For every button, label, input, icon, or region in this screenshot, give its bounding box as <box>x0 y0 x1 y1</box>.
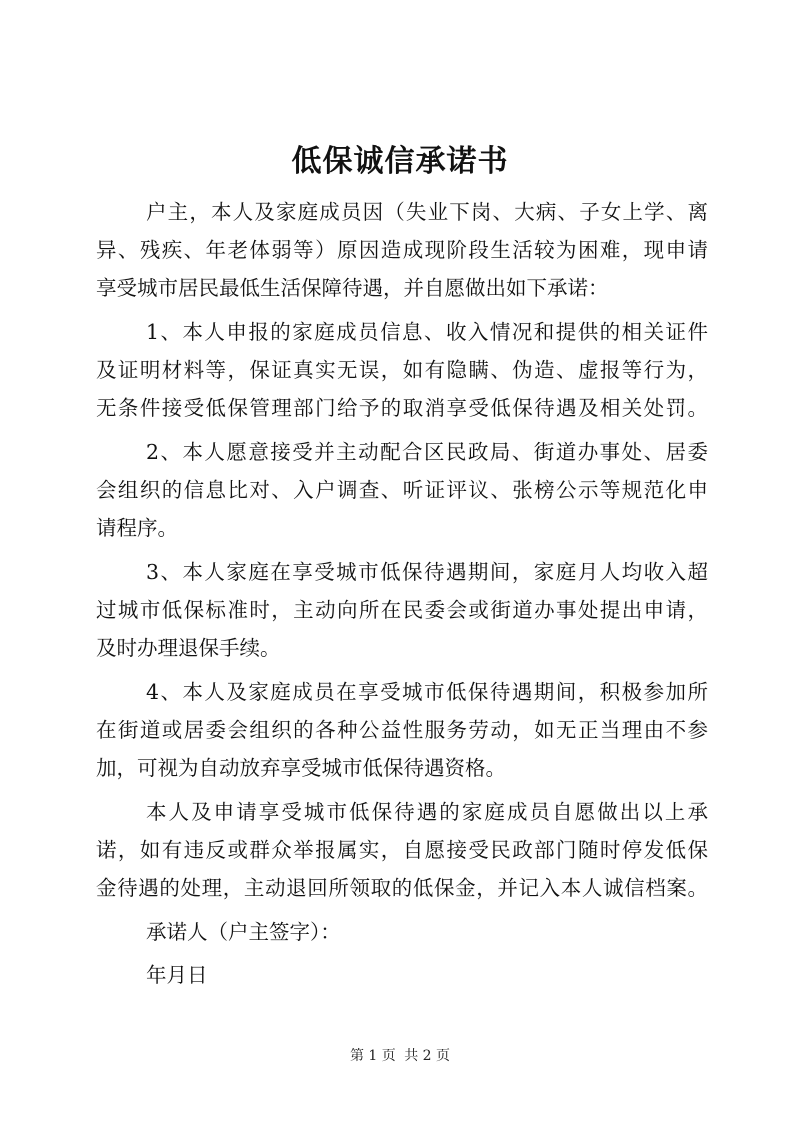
paragraph-line: 2、本人愿意接受并主动配合区民政局、街道办事处、居委 <box>146 440 708 464</box>
paragraph-line: 过城市低保标准时，主动向所在民委会或街道办事处提出申请， <box>96 598 708 622</box>
paragraph-line: 4、本人及家庭成员在享受城市低保待遇期间，积极参加所 <box>146 680 708 704</box>
document-title: 低保诚信承诺书 <box>291 144 509 179</box>
page-number: 第 1 页 <box>349 1048 396 1064</box>
date-line: 年月日 <box>146 963 208 987</box>
paragraph-line: 享受城市居民最低生活保障待遇，并自愿做出如下承诺： <box>96 276 609 300</box>
paragraph-line: 异、残疾、年老体弱等）原因造成现阶段生活较为困难，现申请 <box>96 238 708 262</box>
signature-line: 承诺人（户主签字）： <box>146 920 341 944</box>
paragraph-line: 加，可视为自动放弃享受城市低保待遇资格。 <box>96 756 506 780</box>
paragraph-line: 户主，本人及家庭成员因（失业下岗、大病、子女上学、离 <box>146 200 708 224</box>
paragraph-line: 诺，如有违反或群众举报属实，自愿接受民政部门随时停发低保 <box>96 838 708 862</box>
page-total: 共 2 页 <box>404 1048 451 1064</box>
paragraph-line: 会组织的信息比对、入户调查、听证评议、张榜公示等规范化申 <box>96 478 708 502</box>
paragraph-line: 在街道或居委会组织的各种公益性服务劳动，如无正当理由不参 <box>96 718 708 742</box>
paragraph-line: 及时办理退保手续。 <box>96 636 281 660</box>
paragraph-line: 金待遇的处理，主动退回所领取的低保金，并记入本人诚信档案。 <box>96 876 708 900</box>
paragraph-line: 无条件接受低保管理部门给予的取消享受低保待遇及相关处罚。 <box>96 396 708 420</box>
paragraph-line: 3、本人家庭在享受城市低保待遇期间，家庭月人均收入超 <box>146 560 708 584</box>
paragraph-line: 1、本人申报的家庭成员信息、收入情况和提供的相关证件 <box>146 320 708 344</box>
paragraph-line: 请程序。 <box>96 516 178 540</box>
paragraph-line: 及证明材料等，保证真实无误，如有隐瞒、伪造、虚报等行为， <box>96 358 708 382</box>
page-footer <box>0 1046 800 1066</box>
paragraph-line: 本人及申请享受城市低保待遇的家庭成员自愿做出以上承 <box>146 800 708 824</box>
